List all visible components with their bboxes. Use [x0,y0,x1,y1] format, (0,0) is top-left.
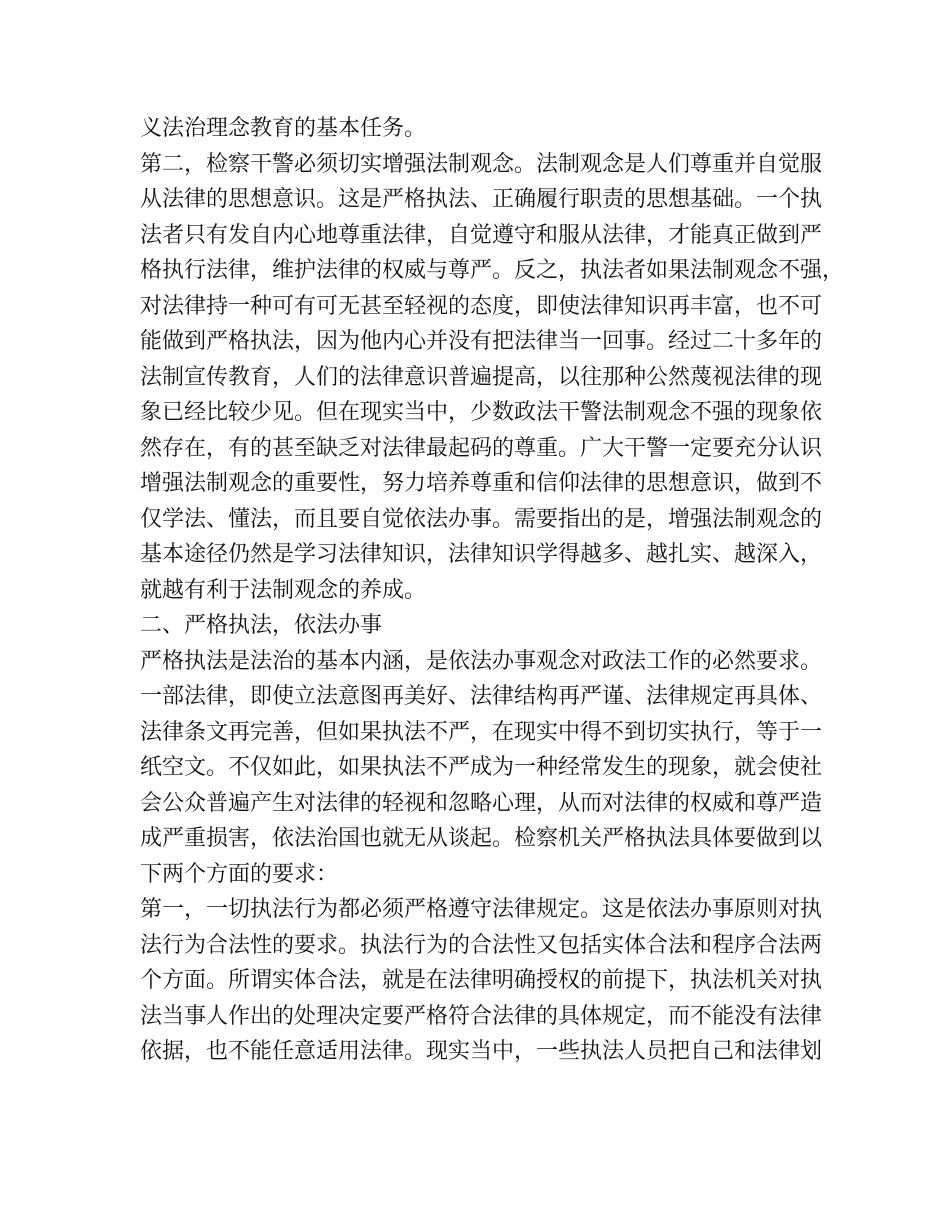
text-line: 法当事人作出的处理决定要严格符合法律的具体规定，而不能没有法律 [140,1003,823,1029]
text-line: 法行为合法性的要求。执法行为的合法性又包括实体合法和程序合法两 [140,932,823,958]
section-heading: 二、严格执法，依法办事 [140,613,383,638]
text-line: 法者只有发自内心地尊重法律，自觉遵守和服从法律，才能真正做到严 [140,222,823,248]
text-line: 从法律的思想意识。这是严格执法、正确履行职责的思想基础。一个执 [140,187,823,212]
text-line: 依据，也不能任意适用法律。现实当中，一些执法人员把自己和法律划 [140,1039,823,1064]
text-line: 义法治理念教育的基本任务。 [140,116,427,141]
text-line: 能做到严格执法，因为他内心并没有把法律当一回事。经过二十多年的 [140,329,823,354]
text-line: 格执行法律，维护法律的权威与尊严。反之，执法者如果法制观念不强， [140,258,845,283]
text-line: 象已经比较少见。但在现实当中，少数政法干警法制观念不强的现象依 [140,400,823,425]
text-line: 基本途径仍然是学习法律知识，法律知识学得越多、越扎实、越深入， [140,542,823,567]
body-text [140,111,845,1070]
text-line: 一部法律，即使立法意图再美好、法律结构再严谨、法律规定再具体、 [140,684,823,709]
text-line: 对法律持一种可有可无甚至轻视的态度，即使法律知识再丰富，也不可 [140,293,823,319]
text-line: 纸空文。不仅如此，如果执法不严成为一种经常发生的现象，就会使社 [140,755,823,780]
text-line: 仅学法、懂法，而且要自觉依法办事。需要指出的是，增强法制观念的 [140,506,823,532]
text-line: 然存在，有的甚至缺乏对法律最起码的尊重。广大干警一定要充分认识 [140,435,823,461]
text-line: 下两个方面的要求： [140,861,339,887]
text-line: 就越有利于法制观念的养成。 [140,577,427,603]
text-line: 个方面。所谓实体合法，就是在法律明确授权的前提下，执法机关对执 [140,968,823,993]
text-line: 第一，一切执法行为都必须严格遵守法律规定。这是依法办事原则对执 [140,897,823,922]
text-line: 法制宣传教育，人们的法律意识普遍提高，以往那种公然蔑视法律的现 [140,364,823,390]
text-line: 严格执法是法治的基本内涵，是依法办事观念对政法工作的必然要求。 [140,648,823,674]
text-line: 第二，检察干警必须切实增强法制观念。法制观念是人们尊重并自觉服 [140,151,823,177]
text-line: 会公众普遍产生对法律的轻视和忽略心理，从而对法律的权威和尊严造 [140,790,823,816]
text-line: 法律条文再完善，但如果执法不严，在现实中得不到切实执行，等于一 [140,719,823,745]
text-line: 增强法制观念的重要性，努力培养尊重和信仰法律的思想意识，做到不 [140,471,823,496]
text-line: 成严重损害，依法治国也就无从谈起。检察机关严格执法具体要做到以 [140,826,823,851]
